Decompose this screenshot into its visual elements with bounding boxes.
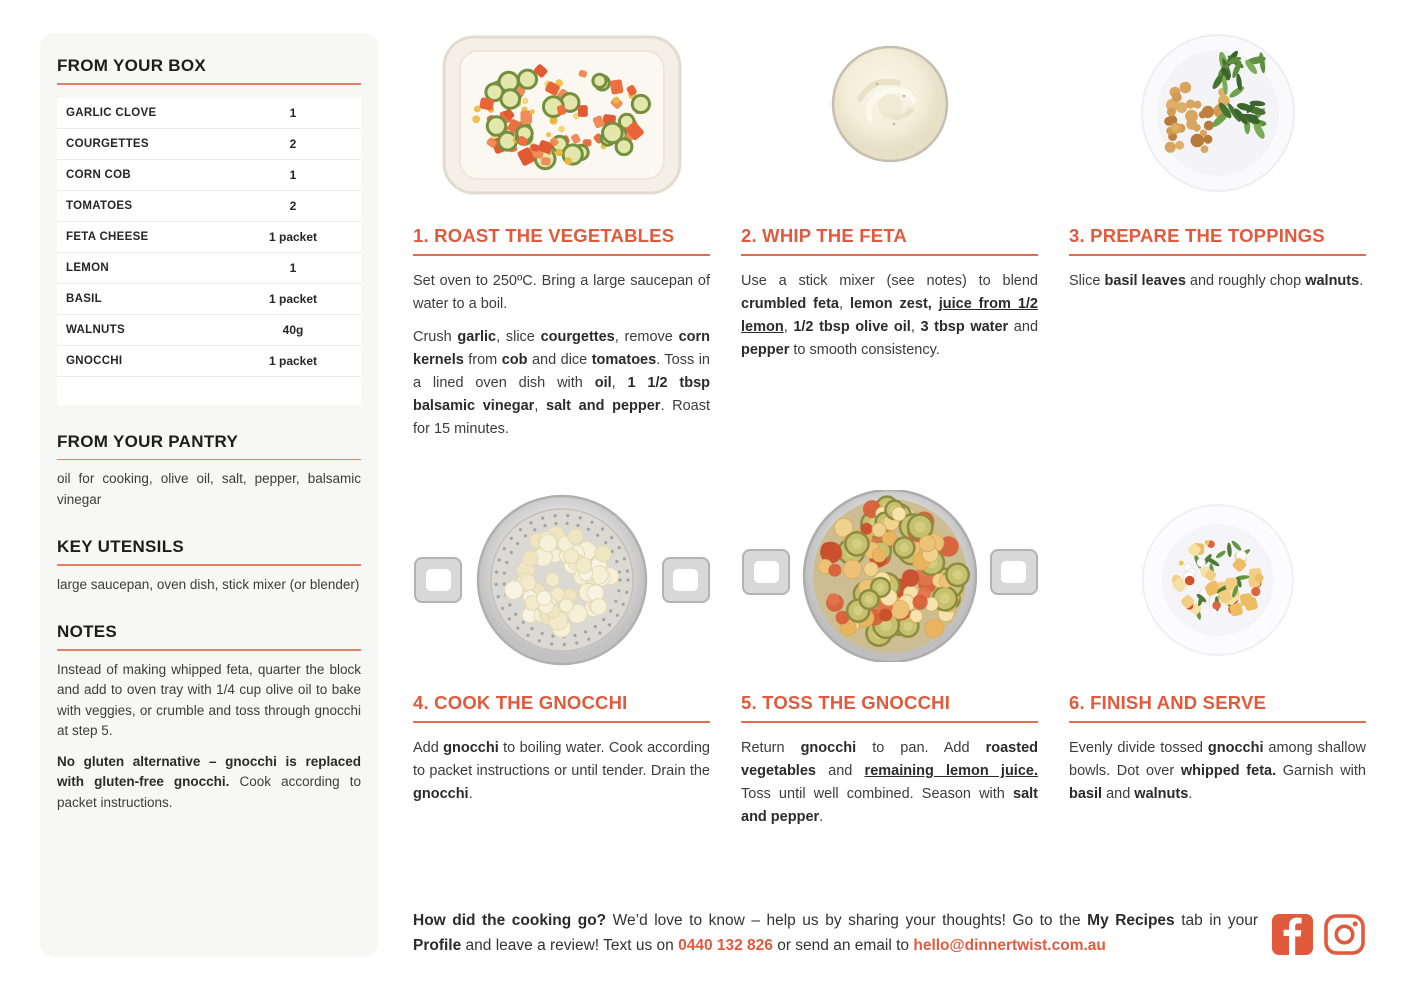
divider <box>741 254 1038 256</box>
text-segment: 1 1/2 tbsp balsamic vinegar <box>413 375 711 414</box>
photo-pot <box>741 488 1038 692</box>
ingredient-row <box>57 222 361 253</box>
text-segment: juice from 1/2 lemon <box>741 296 1038 335</box>
text-segment: and <box>1008 319 1039 335</box>
text-segment: corn kernels <box>413 329 711 368</box>
notes-paragraph <box>57 752 361 814</box>
step-card-2 <box>741 33 1038 362</box>
notes-paragraph <box>57 660 361 742</box>
text-segment: gnocchi <box>800 740 857 756</box>
instruction-paragraph <box>741 270 1038 362</box>
text-segment: pepper <box>741 342 790 358</box>
text-segment: from <box>463 352 502 368</box>
text-segment: to smooth consistency. <box>789 342 940 358</box>
text-segment: . <box>1359 273 1364 289</box>
text-segment: . <box>819 809 824 825</box>
text-segment: cob <box>501 352 528 368</box>
text-segment: . <box>468 786 473 802</box>
step-instructions <box>413 270 710 441</box>
text-segment: gnocchi <box>443 740 499 756</box>
text-segment: walnuts <box>1134 786 1189 802</box>
text-segment: whipped feta. <box>1180 763 1277 779</box>
ingredient-row <box>57 315 361 346</box>
text-segment: Set oven to 250ºC. Bring a large saucepan of water to a boil. <box>413 273 710 312</box>
ingredient-row <box>57 129 361 160</box>
step-title: 2. WHIP THE FETA <box>741 225 907 246</box>
step-instructions <box>1069 737 1366 806</box>
photo-oven-dish <box>413 33 710 225</box>
text-segment: Toss until well combined. Season with <box>741 786 1013 802</box>
ingredient-name: CORN COB <box>66 168 132 181</box>
step-card-5 <box>741 488 1038 829</box>
text-segment <box>932 296 939 312</box>
text-segment: Cook according to packet instructions. <box>57 774 361 810</box>
text-segment: and leave a review! Text us on <box>461 937 679 954</box>
step-title: 1. ROAST THE VEGETABLES <box>413 225 675 246</box>
text-segment: Crush <box>413 329 458 345</box>
text-segment: gnocchi <box>413 786 469 802</box>
ingredient-qty: 1 <box>289 105 297 120</box>
text-segment: . Toss in a lined oven dish with <box>413 352 710 391</box>
text-segment: . Roast for 15 minutes. <box>413 398 711 437</box>
divider <box>413 254 710 256</box>
text-segment: , <box>783 319 794 335</box>
text-segment: , remove <box>614 329 679 345</box>
social-links <box>1272 914 1365 955</box>
ingredient-row <box>57 346 361 377</box>
text-segment: Use a stick mixer (see notes) to blend <box>741 273 1038 289</box>
text-segment: Evenly divide tossed <box>1069 740 1208 756</box>
text-segment: salt and pepper <box>741 786 1038 825</box>
text-segment: basil leaves <box>1104 273 1186 289</box>
text-segment: and roughly chop <box>1185 273 1306 289</box>
text-segment: tomatoes <box>591 352 657 368</box>
text-segment: Add <box>413 740 444 756</box>
ingredient-qty: 1 <box>289 167 297 182</box>
step-title: 6. FINISH AND SERVE <box>1069 692 1267 713</box>
text-segment: to pan. Add <box>856 740 986 756</box>
text-segment: and dice <box>527 352 592 368</box>
divider <box>57 83 361 85</box>
text-segment: 3 tbsp water <box>920 319 1009 335</box>
step-title: 3. PREPARE THE TOPPINGS <box>1069 225 1325 246</box>
ingredient-name: COURGETTES <box>66 137 149 150</box>
instruction-paragraph <box>741 737 1038 829</box>
divider <box>1069 254 1366 256</box>
ingredient-row <box>57 191 361 222</box>
instagram-icon[interactable] <box>1324 914 1365 955</box>
ingredient-name: TOMATOES <box>66 199 133 212</box>
step-instructions <box>413 737 710 806</box>
text-segment: roasted vegetables <box>741 740 1038 779</box>
text-segment: walnuts <box>1305 273 1360 289</box>
text-segment: Profile <box>413 937 462 954</box>
facebook-icon[interactable] <box>1272 914 1313 955</box>
ingredient-name: GARLIC CLOVE <box>66 106 157 119</box>
pantry-section <box>57 432 361 511</box>
notes-text <box>57 660 361 814</box>
ingredient-name: BASIL <box>66 292 102 305</box>
step-title: 4. COOK THE GNOCCHI <box>413 692 628 713</box>
notes-title: NOTES <box>57 622 118 641</box>
text-segment: Slice <box>1069 273 1105 289</box>
instruction-paragraph <box>413 270 710 316</box>
notes-section <box>57 622 361 813</box>
divider <box>741 721 1038 723</box>
text-segment: , <box>910 319 921 335</box>
text-segment: 1/2 tbsp olive oil <box>793 319 911 335</box>
text-segment: or send an email to <box>772 937 914 954</box>
ingredients-table <box>57 98 361 405</box>
text-segment: lemon zest, <box>849 296 932 312</box>
step-card-4 <box>413 488 710 806</box>
ingredient-row <box>57 253 361 284</box>
photo-feta-bowl <box>741 33 1038 225</box>
ingredient-qty: 1 packet <box>268 229 318 244</box>
ingredient-qty: 2 <box>289 198 297 213</box>
ingredient-name: LEMON <box>66 261 110 274</box>
divider <box>1069 721 1366 723</box>
instruction-paragraph <box>1069 737 1366 806</box>
ingredient-qty: 1 packet <box>268 291 318 306</box>
text-segment: . <box>1188 786 1193 802</box>
ingredient-row <box>57 160 361 191</box>
step-title: 5. TOSS THE GNOCCHI <box>741 692 951 713</box>
text-segment: courgettes <box>540 329 615 345</box>
step-card-1 <box>413 33 710 441</box>
ingredient-qty: 40g <box>282 322 304 337</box>
divider <box>57 459 361 461</box>
text-segment: and <box>815 763 865 779</box>
text-segment: tab in your <box>1174 912 1259 929</box>
text-segment: garlic <box>457 329 497 345</box>
divider <box>57 564 361 566</box>
text-segment: remaining lemon juice. <box>864 763 1038 779</box>
instruction-paragraph <box>413 737 710 806</box>
divider <box>413 721 710 723</box>
text-segment: oil <box>594 375 612 391</box>
ingredient-row <box>57 98 361 129</box>
step-card-6 <box>1069 488 1366 806</box>
photo-colander <box>413 488 710 692</box>
instruction-paragraph <box>1069 270 1366 293</box>
step-instructions <box>741 737 1038 829</box>
text-segment: , <box>838 296 850 312</box>
text-segment: , <box>534 398 547 414</box>
instruction-paragraph <box>413 326 710 441</box>
text-segment: Return <box>741 740 801 756</box>
ingredient-name: GNOCCHI <box>66 354 123 367</box>
footer-message <box>413 908 1258 958</box>
ingredient-qty: 1 <box>289 260 297 275</box>
text-segment: How did the cooking go? <box>413 912 607 929</box>
text-segment: No gluten alternative – gnocchi is replaced with gluten-free gnocchi. <box>57 753 361 789</box>
ingredient-name: WALNUTS <box>66 323 125 336</box>
text-segment: salt and pepper <box>546 398 661 414</box>
text-segment: crumbled feta <box>741 296 839 312</box>
step-card-3 <box>1069 33 1366 293</box>
text-segment: My Recipes <box>1087 912 1175 929</box>
text-segment: , <box>611 375 628 391</box>
pantry-title: FROM YOUR PANTRY <box>57 431 239 451</box>
utensils-section <box>57 537 361 595</box>
phone-number-link[interactable]: 0440 132 826 <box>678 937 773 954</box>
pantry-text: oil for cooking, olive oil, salt, pepper, balsamic vinegar <box>57 471 361 507</box>
text-segment: , slice <box>496 329 541 345</box>
step-instructions <box>1069 270 1366 293</box>
text-segment: We’d love to know – help us by sharing your thoughts! Go to the <box>606 912 1088 929</box>
utensils-title: KEY UTENSILS <box>57 537 185 556</box>
divider <box>57 649 361 651</box>
text-segment: and <box>1102 786 1135 802</box>
step-instructions <box>741 270 1038 362</box>
ingredient-name: FETA CHEESE <box>66 230 149 243</box>
utensils-text: large saucepan, oven dish, stick mixer (or blender) <box>57 576 360 592</box>
photo-toppings-plate <box>1069 33 1366 225</box>
text-segment: basil <box>1069 786 1103 802</box>
text-segment: gnocchi <box>1207 740 1264 756</box>
ingredients-sidebar <box>40 33 378 957</box>
text-segment: Instead of making whipped feta, quarter the block and add to oven tray with 1/4 cup olive oil to bake with veggies, or crumble and toss through gnocchi at step 5. <box>57 661 361 738</box>
photo-serve-bowl <box>1069 488 1366 692</box>
text-segment: among shallow bowls. Dot over <box>1069 740 1367 779</box>
email-link[interactable]: hello@dinnertwist.com.au <box>913 937 1106 954</box>
ingredient-row <box>57 284 361 315</box>
text-segment: to boiling water. Cook according to packet instructions or until tender. Drain the <box>413 740 710 779</box>
ingredient-qty: 1 packet <box>268 353 318 368</box>
text-segment: Garnish with <box>1276 763 1366 779</box>
ingredient-qty: 2 <box>289 136 297 151</box>
from-your-box-title: FROM YOUR BOX <box>57 56 207 75</box>
